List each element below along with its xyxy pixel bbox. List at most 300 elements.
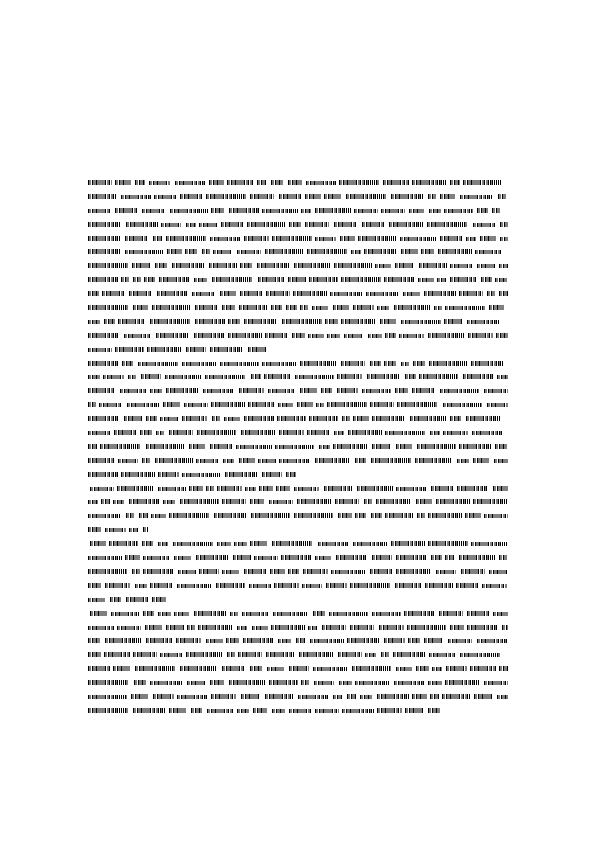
word-mark <box>377 306 389 310</box>
word-mark <box>450 416 461 421</box>
word-mark <box>203 389 234 393</box>
word-mark <box>440 389 479 393</box>
word-mark <box>344 334 363 338</box>
word-mark <box>173 542 213 546</box>
word-mark <box>250 541 267 546</box>
word-mark <box>140 430 152 435</box>
word-mark <box>126 222 158 227</box>
text-line <box>88 509 508 523</box>
word-mark <box>384 638 405 643</box>
word-mark <box>133 277 141 282</box>
word-mark <box>222 666 245 671</box>
word-mark <box>169 513 210 518</box>
word-mark <box>360 695 372 699</box>
word-mark <box>147 347 181 352</box>
word-mark <box>105 638 142 643</box>
word-mark <box>489 570 508 574</box>
word-mark <box>144 277 155 282</box>
text-line <box>88 482 508 496</box>
word-mark <box>258 277 285 282</box>
word-mark <box>227 180 254 185</box>
word-mark <box>330 292 362 296</box>
text-line <box>88 384 508 398</box>
word-mark <box>125 236 148 241</box>
word-mark <box>348 430 382 435</box>
text-line <box>88 301 508 315</box>
word-mark <box>438 249 472 254</box>
word-mark <box>186 347 206 352</box>
word-mark <box>463 180 501 185</box>
word-mark <box>143 556 170 560</box>
word-mark <box>115 180 131 185</box>
word-mark <box>222 570 239 574</box>
word-mark <box>448 639 472 643</box>
word-mark <box>385 333 396 338</box>
word-mark <box>124 416 143 421</box>
word-mark <box>436 570 456 574</box>
word-mark <box>267 667 284 671</box>
word-mark <box>276 486 290 491</box>
word-mark <box>88 695 127 699</box>
word-mark <box>377 708 402 713</box>
word-mark <box>308 626 317 630</box>
word-mark <box>88 277 118 282</box>
word-mark <box>88 416 119 421</box>
word-mark <box>316 403 324 407</box>
word-mark <box>239 388 264 393</box>
word-mark <box>391 194 424 199</box>
word-mark <box>271 180 283 185</box>
word-mark <box>499 264 508 268</box>
word-mark <box>335 499 359 504</box>
word-mark <box>192 292 215 296</box>
word-mark <box>305 222 329 227</box>
text-line <box>88 259 508 273</box>
word-mark <box>185 249 197 254</box>
text-line <box>88 634 508 648</box>
word-mark <box>338 513 352 518</box>
word-mark <box>206 194 246 199</box>
word-mark <box>146 444 184 449</box>
word-mark <box>296 638 305 643</box>
text-line <box>88 176 508 190</box>
word-mark <box>146 416 157 421</box>
word-mark <box>333 695 342 699</box>
word-mark <box>428 708 440 713</box>
word-mark <box>350 625 374 630</box>
word-mark <box>262 209 298 213</box>
word-mark <box>338 652 362 657</box>
word-mark <box>300 305 308 310</box>
word-mark <box>177 584 211 588</box>
word-mark <box>334 431 344 435</box>
word-mark <box>167 249 182 254</box>
word-mark <box>104 319 115 324</box>
word-mark <box>395 388 408 393</box>
word-mark <box>289 709 312 713</box>
word-mark <box>352 666 391 671</box>
word-mark <box>365 653 376 657</box>
word-mark <box>498 194 506 199</box>
word-mark <box>110 597 121 602</box>
word-mark <box>150 319 190 324</box>
word-mark <box>163 500 175 504</box>
word-mark <box>270 569 285 574</box>
word-mark <box>151 514 166 518</box>
word-mark <box>160 653 183 657</box>
word-mark <box>372 612 401 616</box>
word-mark <box>429 209 441 213</box>
word-mark <box>440 194 455 199</box>
word-mark <box>88 527 101 532</box>
word-mark <box>339 180 380 185</box>
text-line <box>88 607 508 621</box>
word-mark <box>396 555 427 560</box>
word-mark <box>467 611 490 616</box>
word-mark <box>210 347 243 352</box>
word-mark <box>275 445 314 449</box>
word-mark <box>427 222 468 227</box>
text-line <box>88 704 508 718</box>
word-mark <box>88 626 114 630</box>
word-mark <box>473 458 489 463</box>
word-mark <box>357 486 393 491</box>
word-mark <box>250 194 274 199</box>
word-mark <box>88 263 128 268</box>
word-mark <box>350 583 391 588</box>
text-line <box>88 398 508 412</box>
word-mark <box>115 347 144 352</box>
word-mark <box>459 291 483 296</box>
word-mark <box>331 570 366 574</box>
word-mark <box>273 612 308 616</box>
word-mark <box>88 402 96 407</box>
word-mark <box>416 499 432 504</box>
word-mark <box>142 209 165 213</box>
word-mark <box>170 209 208 213</box>
word-mark <box>244 416 274 421</box>
text-line <box>88 648 508 662</box>
word-mark <box>227 652 235 657</box>
word-mark <box>466 237 476 241</box>
word-mark <box>177 695 207 699</box>
word-mark <box>282 319 322 324</box>
word-mark <box>364 249 396 254</box>
word-mark <box>149 181 170 185</box>
word-mark <box>114 430 136 435</box>
word-mark <box>158 612 171 616</box>
word-mark <box>408 638 420 643</box>
word-mark <box>197 430 236 435</box>
word-mark <box>199 569 219 574</box>
word-mark <box>295 375 334 379</box>
word-mark <box>242 612 269 616</box>
word-mark <box>428 513 462 518</box>
word-mark <box>477 208 488 213</box>
word-mark <box>120 389 147 393</box>
word-mark <box>138 362 179 366</box>
word-mark <box>142 541 153 546</box>
word-mark <box>189 486 203 491</box>
word-mark <box>424 638 443 643</box>
word-mark <box>220 362 259 366</box>
word-mark <box>105 528 126 532</box>
word-mark <box>88 556 122 560</box>
word-mark <box>397 402 438 407</box>
word-mark <box>294 263 331 268</box>
word-mark <box>88 291 99 296</box>
word-mark <box>152 305 190 310</box>
word-mark <box>362 222 384 227</box>
word-mark <box>389 222 423 227</box>
word-mark <box>145 625 162 630</box>
word-mark <box>237 250 261 254</box>
word-mark <box>431 486 454 491</box>
word-mark <box>434 306 442 310</box>
word-mark <box>371 458 412 463</box>
word-mark <box>169 708 186 713</box>
document-body <box>88 176 508 718</box>
word-mark <box>336 555 367 560</box>
word-mark <box>206 486 214 491</box>
word-mark <box>141 374 161 379</box>
word-mark <box>493 486 508 491</box>
word-mark <box>288 569 299 574</box>
word-mark <box>221 222 243 227</box>
word-mark <box>244 236 269 241</box>
word-mark <box>305 194 321 199</box>
word-mark <box>419 263 447 268</box>
word-mark <box>470 666 496 671</box>
word-mark <box>477 639 508 643</box>
word-mark <box>269 500 293 504</box>
word-mark <box>303 569 328 574</box>
word-mark <box>412 180 446 185</box>
word-mark <box>272 709 285 713</box>
word-mark <box>88 348 112 352</box>
word-mark <box>265 249 303 254</box>
word-mark <box>494 459 508 463</box>
word-mark <box>211 402 245 407</box>
word-mark <box>165 375 202 379</box>
text-line <box>88 357 508 371</box>
word-mark <box>315 208 351 213</box>
word-mark <box>467 625 498 630</box>
word-mark <box>324 194 341 199</box>
word-mark <box>326 583 347 588</box>
word-mark <box>90 611 107 616</box>
word-mark <box>300 361 336 366</box>
word-mark <box>318 542 349 546</box>
word-mark <box>337 388 358 393</box>
word-mark <box>405 374 416 379</box>
word-mark <box>225 472 258 477</box>
word-mark <box>401 249 418 254</box>
word-mark <box>187 625 195 630</box>
text-line <box>88 343 508 357</box>
word-mark <box>133 652 157 657</box>
word-mark <box>279 459 310 463</box>
word-mark <box>240 263 252 268</box>
word-mark <box>88 249 121 254</box>
word-mark <box>88 680 129 685</box>
word-mark <box>250 666 262 671</box>
word-mark <box>400 237 436 241</box>
word-mark <box>126 513 134 518</box>
word-mark <box>103 375 124 379</box>
word-mark <box>217 542 231 546</box>
word-mark <box>355 458 366 463</box>
word-mark <box>88 431 111 435</box>
word-mark <box>248 402 274 407</box>
word-mark <box>384 277 415 282</box>
word-mark <box>440 236 462 241</box>
word-mark <box>457 486 488 491</box>
word-mark <box>315 458 350 463</box>
word-mark <box>274 583 299 588</box>
word-mark <box>495 444 507 449</box>
word-mark <box>131 694 148 699</box>
text-line <box>88 523 508 537</box>
word-mark <box>182 416 207 421</box>
word-mark <box>88 388 115 393</box>
word-mark <box>412 388 435 393</box>
word-mark <box>88 652 101 657</box>
word-mark <box>129 528 138 532</box>
word-mark <box>222 499 246 504</box>
word-mark <box>481 277 492 282</box>
word-mark <box>222 305 235 310</box>
word-mark <box>286 305 297 310</box>
word-mark <box>355 681 389 685</box>
word-mark <box>289 666 309 671</box>
word-mark <box>497 695 508 699</box>
word-mark <box>248 347 266 352</box>
word-mark <box>199 223 217 227</box>
word-mark <box>450 264 473 268</box>
word-mark <box>262 362 297 366</box>
word-mark <box>211 208 224 213</box>
word-mark <box>166 236 207 241</box>
word-mark <box>463 374 494 379</box>
word-mark <box>401 320 441 324</box>
word-mark <box>122 361 133 366</box>
word-mark <box>195 305 217 310</box>
word-mark <box>367 374 400 379</box>
word-mark <box>450 180 460 185</box>
word-mark <box>289 222 301 227</box>
text-line <box>88 190 508 204</box>
word-mark <box>472 431 503 435</box>
word-mark <box>325 319 338 324</box>
word-mark <box>143 569 173 574</box>
word-mark <box>118 319 145 324</box>
word-mark <box>135 666 175 671</box>
word-mark <box>497 375 508 379</box>
word-mark <box>371 513 382 518</box>
word-mark <box>487 403 508 407</box>
word-mark <box>340 236 355 241</box>
word-mark <box>237 626 247 630</box>
word-mark <box>339 681 352 685</box>
word-mark <box>327 402 367 407</box>
word-mark <box>143 527 148 532</box>
text-line <box>88 621 508 635</box>
word-mark <box>396 444 412 449</box>
word-mark <box>415 458 452 463</box>
word-mark <box>88 708 129 713</box>
word-mark <box>133 708 165 713</box>
word-mark <box>229 208 259 213</box>
word-mark <box>489 305 504 310</box>
word-mark <box>224 417 240 421</box>
word-mark <box>417 513 425 518</box>
word-mark <box>135 584 147 588</box>
word-mark <box>244 319 277 324</box>
word-mark <box>385 513 413 518</box>
word-mark <box>428 541 468 546</box>
word-mark <box>334 263 372 268</box>
word-mark <box>471 542 507 546</box>
word-mark <box>278 639 291 643</box>
word-mark <box>172 263 205 268</box>
word-mark <box>288 180 302 185</box>
word-mark <box>499 666 508 671</box>
word-mark <box>240 291 263 296</box>
word-mark <box>249 584 271 588</box>
word-mark <box>88 666 110 671</box>
word-mark <box>313 611 325 616</box>
word-mark <box>169 430 193 435</box>
word-mark <box>399 334 424 338</box>
word-mark <box>196 555 228 560</box>
word-mark <box>293 291 327 296</box>
word-mark <box>347 638 380 643</box>
word-mark <box>139 513 148 518</box>
word-mark <box>257 263 290 268</box>
word-mark <box>300 388 317 393</box>
word-mark <box>154 195 177 199</box>
word-mark <box>88 209 110 213</box>
word-mark <box>299 652 333 657</box>
word-mark <box>191 708 202 713</box>
word-mark <box>159 277 189 282</box>
word-mark <box>429 361 467 366</box>
word-mark <box>202 249 210 254</box>
word-mark <box>409 209 424 213</box>
word-mark <box>180 194 202 199</box>
word-mark <box>473 499 508 504</box>
word-mark <box>88 180 112 185</box>
word-mark <box>210 237 241 241</box>
word-mark <box>257 180 266 185</box>
word-mark <box>394 681 424 685</box>
word-mark <box>405 708 423 713</box>
text-line <box>88 468 508 482</box>
word-mark <box>209 180 224 185</box>
word-mark <box>364 499 372 504</box>
word-mark <box>337 374 362 379</box>
word-mark <box>268 389 295 393</box>
word-mark <box>306 181 336 185</box>
word-mark <box>180 499 219 504</box>
word-mark <box>176 638 201 643</box>
word-mark <box>226 638 239 643</box>
word-mark <box>125 250 163 254</box>
text-line <box>88 593 508 607</box>
word-mark <box>425 583 453 588</box>
word-mark <box>90 487 114 491</box>
